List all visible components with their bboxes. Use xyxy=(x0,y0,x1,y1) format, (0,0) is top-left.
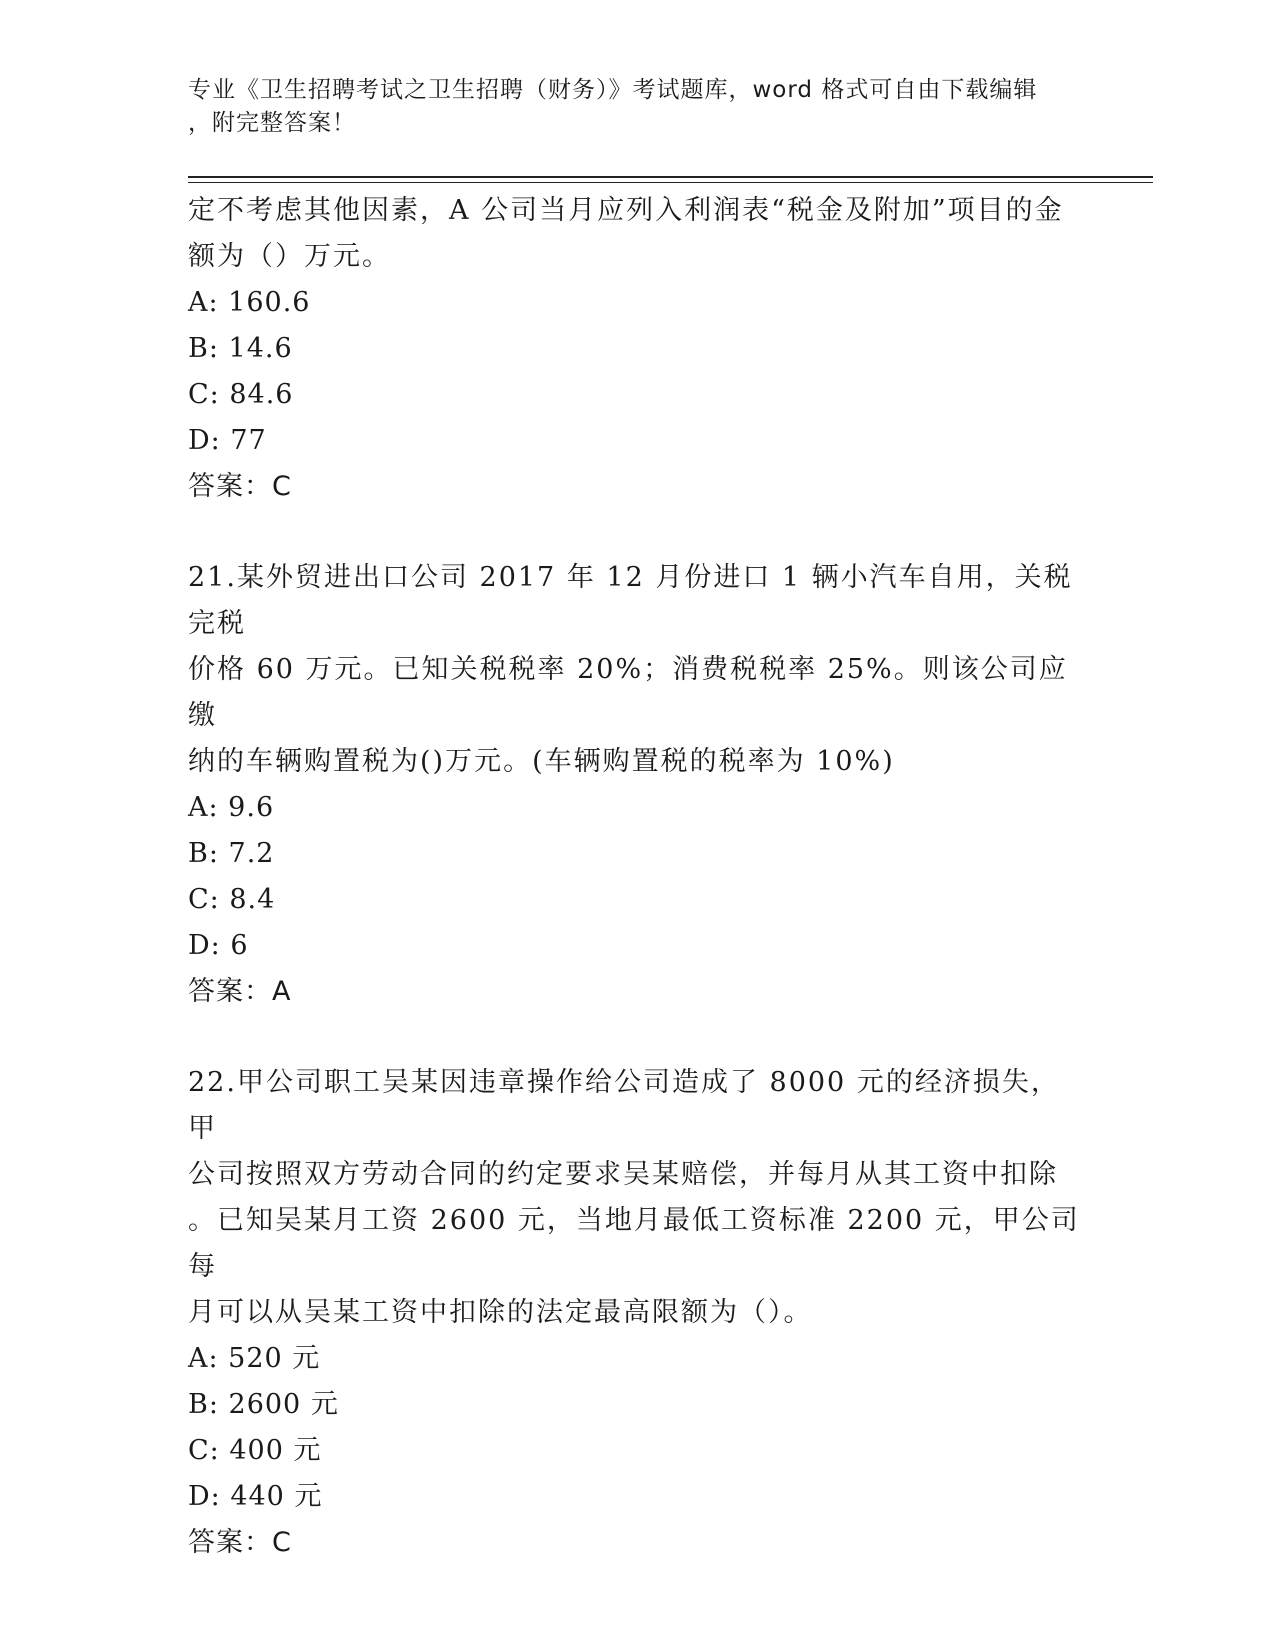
document-header xyxy=(188,74,1068,140)
question-block xyxy=(188,1060,1088,1566)
option-b: B: 14.6 xyxy=(188,333,293,364)
header-divider-thin xyxy=(188,182,1153,183)
question-text-line: 月可以从吴某工资中扣除的法定最高限额为（）。 xyxy=(188,1297,813,1328)
answer-line: 答案：A xyxy=(188,976,292,1007)
header-line-2: ，附完整答案！ xyxy=(188,110,356,136)
header-line-1: 专业《卫生招聘考试之卫生招聘（财务）》考试题库，word 格式可自由下载编辑 xyxy=(188,77,1038,103)
answer-line: 答案：C xyxy=(188,1527,292,1558)
option-a: A: 520 元 xyxy=(188,1343,321,1374)
answer-line: 答案：C xyxy=(188,471,292,502)
option-b: B: 7.2 xyxy=(188,838,275,869)
question-text-line: 额为（）万元。 xyxy=(188,241,391,272)
option-a: A: 9.6 xyxy=(188,792,275,823)
question-spacer xyxy=(188,1015,1088,1060)
option-d: D: 6 xyxy=(188,930,249,961)
option-c: C: 84.6 xyxy=(188,379,294,410)
question-text-line: 定不考虑其他因素，A 公司当月应列入利润表“税金及附加”项目的金 xyxy=(188,195,1064,226)
option-d: D: 440 元 xyxy=(188,1481,323,1512)
option-c: C: 400 元 xyxy=(188,1435,322,1466)
option-a: A: 160.6 xyxy=(188,287,311,318)
question-text-line: 价格 60 万元。已知关税税率 20%；消费税税率 25%。则该公司应缴 xyxy=(188,654,1068,731)
question-text-line: 21.某外贸进出口公司 2017 年 12 月份进口 1 辆小汽车自用，关税完税 xyxy=(188,562,1073,639)
question-text-line: 。已知吴某月工资 2600 元，当地月最低工资标准 2200 元，甲公司每 xyxy=(188,1205,1080,1282)
question-list xyxy=(188,188,1088,1566)
question-text-line: 公司按照双方劳动合同的约定要求吴某赔偿，并每月从其工资中扣除 xyxy=(188,1159,1058,1190)
question-spacer xyxy=(188,510,1088,555)
option-d: D: 77 xyxy=(188,425,267,456)
header-divider-thick xyxy=(188,176,1153,178)
question-block xyxy=(188,188,1088,510)
option-b: B: 2600 元 xyxy=(188,1389,339,1420)
question-text-line: 纳的车辆购置税为()万元。(车辆购置税的税率为 10%) xyxy=(188,746,895,777)
question-block xyxy=(188,555,1088,1015)
option-c: C: 8.4 xyxy=(188,884,276,915)
question-text-line: 22.甲公司职工吴某因违章操作给公司造成了 8000 元的经济损失，甲 xyxy=(188,1067,1060,1144)
